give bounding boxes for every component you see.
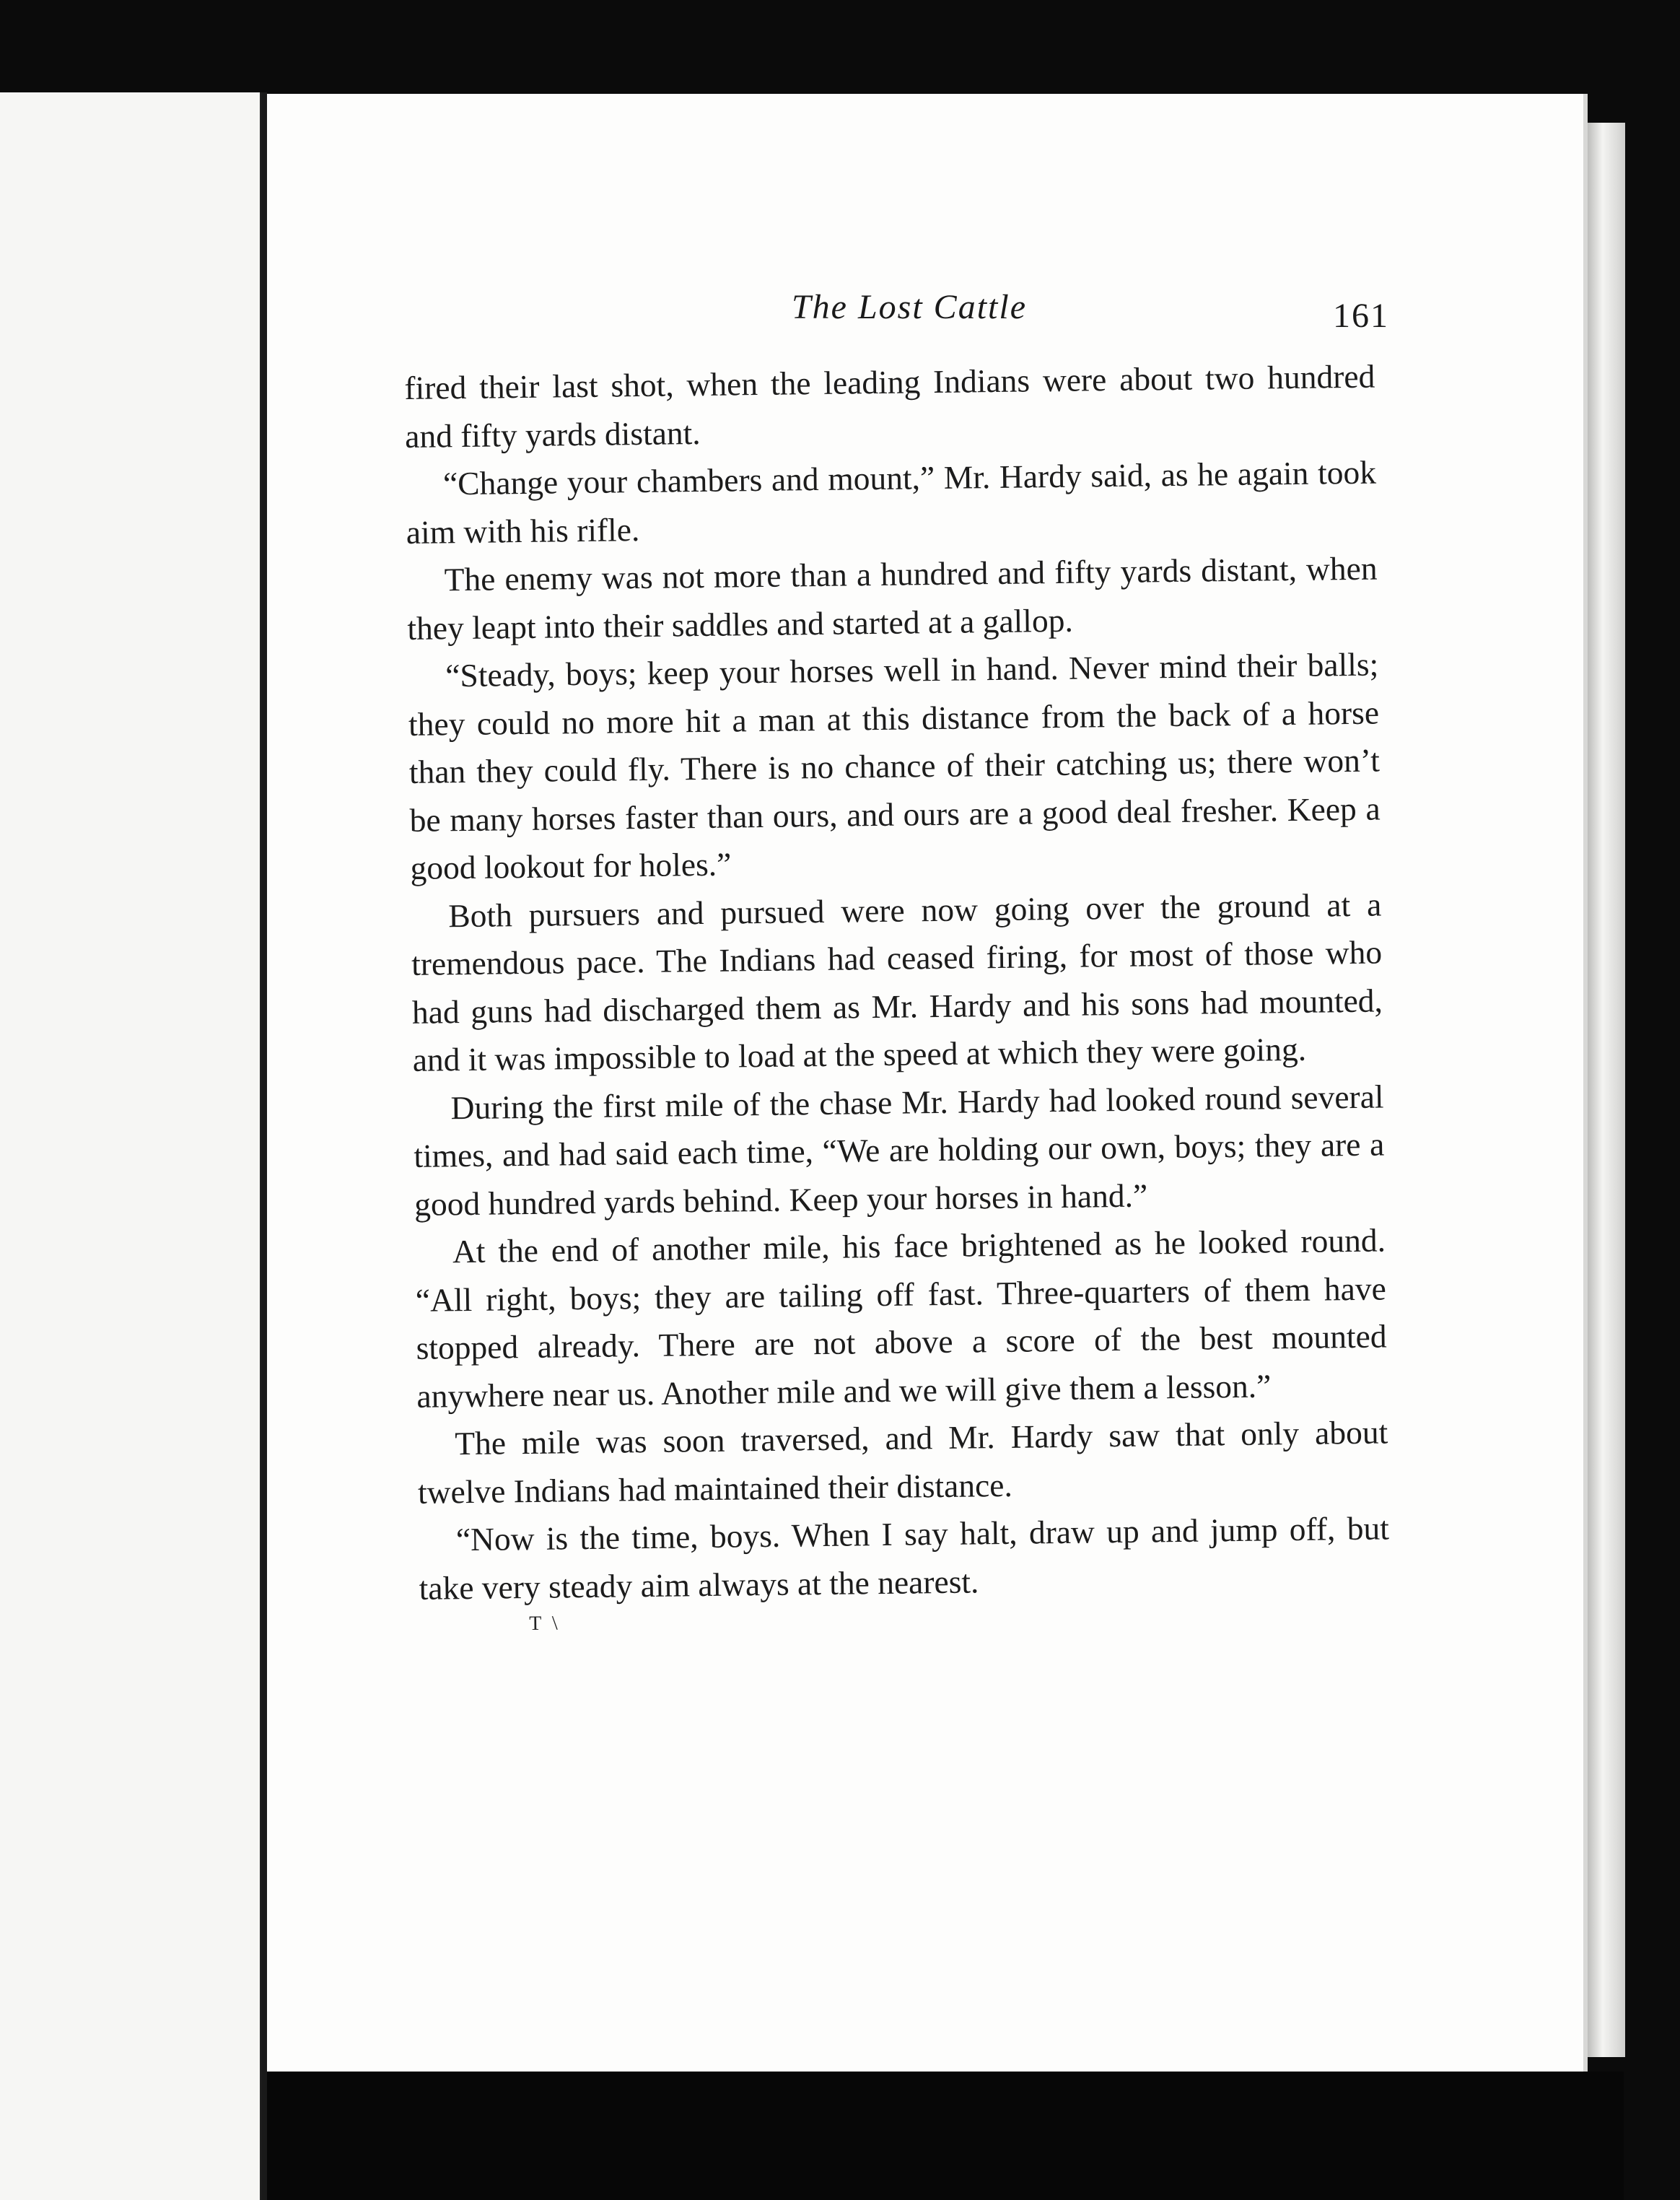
- paragraph: At the end of another mile, his face brightened as he looked round. “All right, boys; they are tailing off fast. Three-quarters of them have stopped already. There are not above a score of the best mounted anywhere near us. Another mile and we will give them a lesson.”: [415, 1221, 1387, 1415]
- paragraph: fired their last shot, when the leading Indians were about two hundred and fifty yards distant.: [404, 357, 1375, 455]
- signature-mark: T \: [529, 1612, 561, 1636]
- paragraph: The enemy was not more than a hundred and fifty yards distant, when they leapt into their saddles and started at a gallop.: [407, 549, 1378, 647]
- paragraph: “Now is the time, boys. When I say halt, draw up and jump off, but take very steady aim always at the nearest.: [419, 1509, 1390, 1607]
- paragraph: “Change your chambers and mount,” Mr. Hardy said, as he again took aim with his rifle.: [406, 453, 1377, 551]
- book-gutter: [261, 92, 267, 2200]
- page-number: 161: [1333, 297, 1389, 335]
- paragraph: During the first mile of the chase Mr. Hardy had looked round several times, and had said each time, “We are holding our own, boys; they are a good hundred yards behind. Keep your horses in hand.”: [414, 1077, 1385, 1223]
- paragraph: “Steady, boys; keep your horses well in hand. Never mind their balls; they could no more hit a man at this distance from the back of a horse than they could fly. There is no chance of their catching us; there won’t be many horses faster than ours, and ours are a good deal fresher. Keep a good lookout for holes.”: [408, 645, 1381, 886]
- paragraph: The mile was soon traversed, and Mr. Hardy saw that only about twelve Indians had maintained their distance.: [417, 1413, 1388, 1511]
- paragraph: Both pursuers and pursued were now going over the ground at a tremendous pace. The Indians had ceased firing, for most of those who had guns had discharged them as Mr. Hardy and his sons had mounted, and it was impossible to load at the speed at which they were going.: [411, 886, 1383, 1078]
- scan-background: [267, 2072, 1624, 2200]
- page-body: [404, 353, 1390, 1638]
- facing-page: [0, 92, 263, 2200]
- running-title: The Lost Cattle: [791, 288, 1028, 326]
- page-edges: [1588, 123, 1625, 2057]
